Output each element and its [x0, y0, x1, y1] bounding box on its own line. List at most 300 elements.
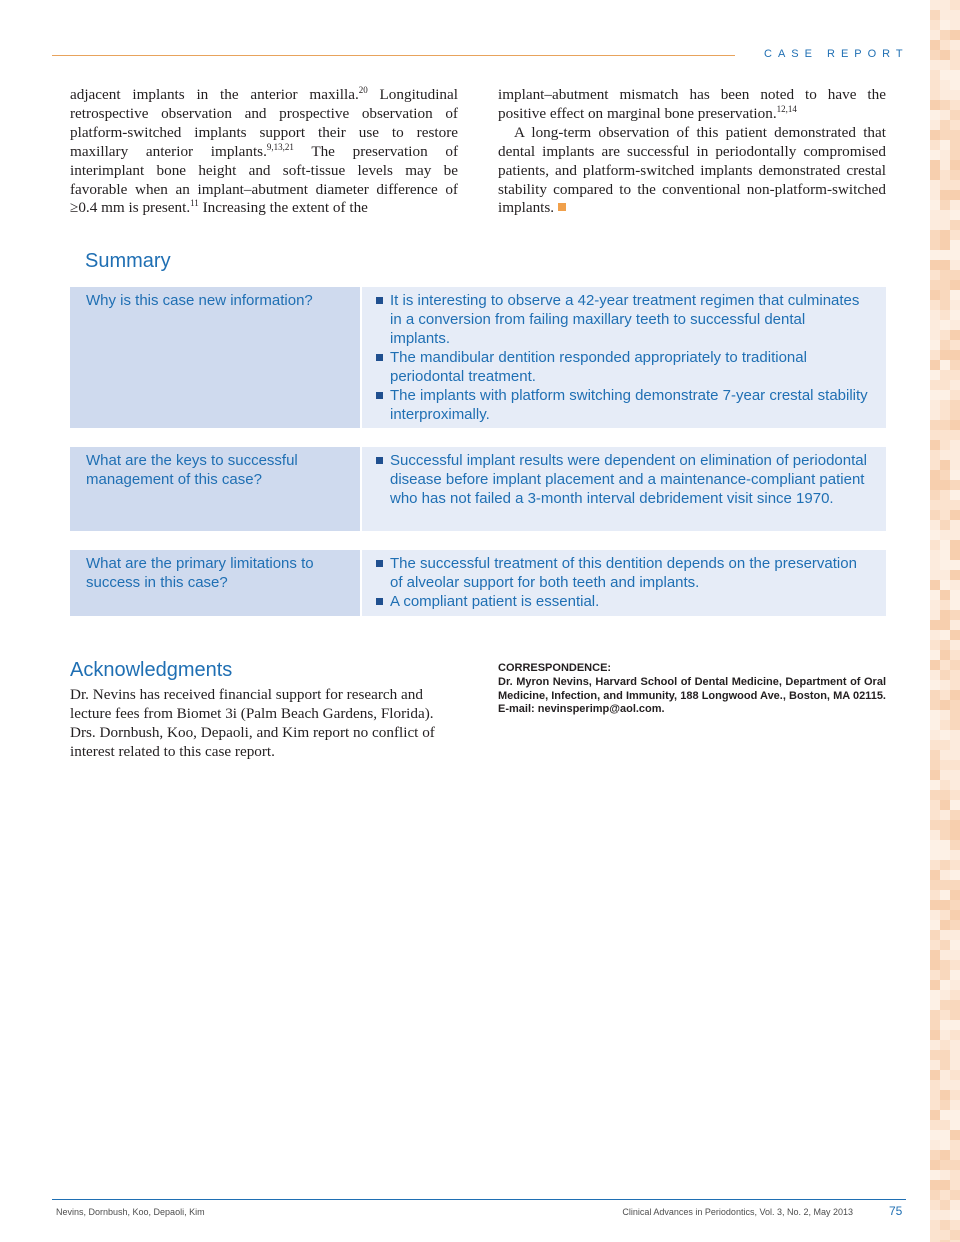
decorative-tile: [940, 670, 950, 680]
page-number: 75: [889, 1204, 903, 1218]
decorative-tile: [930, 140, 940, 150]
decorative-tile: [940, 590, 950, 600]
decorative-tile: [950, 230, 960, 240]
decorative-tile: [940, 760, 950, 770]
decorative-tile: [930, 630, 940, 640]
citation: 12,14: [776, 103, 797, 114]
summary-answer-item: The mandibular dentition responded appropriately to traditional periodontal treatment.: [376, 348, 868, 386]
decorative-tile: [950, 710, 960, 720]
decorative-tile: [940, 410, 950, 420]
decorative-tile: [950, 40, 960, 50]
decorative-tile: [950, 200, 960, 210]
decorative-tile: [940, 1120, 950, 1130]
decorative-tile: [930, 330, 940, 340]
decorative-tile: [950, 1210, 960, 1220]
decorative-tile: [950, 1160, 960, 1170]
decorative-tile: [930, 350, 940, 360]
decorative-tile: [950, 90, 960, 100]
decorative-tile: [930, 430, 940, 440]
decorative-tile: [930, 530, 940, 540]
decorative-tile: [940, 310, 950, 320]
summary-answer-item: The successful treatment of this dentition depends on the preservation of alveolar support for both teeth and implants.: [376, 554, 868, 592]
decorative-tile: [950, 690, 960, 700]
summary-answer-item: It is interesting to observe a 42-year treatment regimen that culminates in a conversion from failing maxillary teeth to successful dental implants.: [376, 291, 868, 348]
decorative-tile: [950, 830, 960, 840]
decorative-tile: [950, 910, 960, 920]
decorative-tile: [930, 970, 940, 980]
decorative-tile: [930, 1200, 940, 1210]
decorative-tile: [950, 240, 960, 250]
decorative-tile: [930, 1210, 940, 1220]
decorative-tile: [930, 270, 940, 280]
decorative-tile: [950, 680, 960, 690]
body-column-right: [498, 86, 886, 218]
decorative-tile: [940, 1020, 950, 1030]
summary-answer-cell: [362, 447, 886, 531]
decorative-tile: [950, 780, 960, 790]
decorative-tile: [930, 570, 940, 580]
decorative-tile: [950, 30, 960, 40]
decorative-tile: [930, 90, 940, 100]
decorative-tile: [950, 50, 960, 60]
decorative-tile: [930, 1020, 940, 1030]
decorative-tile: [940, 970, 950, 980]
summary-question-cell: [70, 287, 360, 428]
decorative-tile: [940, 610, 950, 620]
decorative-tile: [950, 950, 960, 960]
decorative-tile: [950, 100, 960, 110]
decorative-tile: [950, 520, 960, 530]
decorative-tile: [940, 550, 950, 560]
decorative-tile: [930, 1220, 940, 1230]
decorative-tile: [950, 980, 960, 990]
decorative-tile: [940, 810, 950, 820]
decorative-tile: [930, 1170, 940, 1180]
decorative-tile: [940, 960, 950, 970]
decorative-tile: [950, 1030, 960, 1040]
decorative-tile: [940, 380, 950, 390]
decorative-tile: [950, 190, 960, 200]
acknowledgments-heading: Acknowledgments: [70, 659, 233, 681]
decorative-tile: [930, 50, 940, 60]
decorative-tile: [940, 130, 950, 140]
decorative-tile: [950, 800, 960, 810]
decorative-tile: [930, 780, 940, 790]
footer-authors: Nevins, Dornbush, Koo, Depaoli, Kim: [56, 1207, 205, 1217]
decorative-tile: [950, 210, 960, 220]
decorative-tile: [940, 680, 950, 690]
decorative-tile: [940, 150, 950, 160]
decorative-tile: [950, 1200, 960, 1210]
footer-journal: Clinical Advances in Periodontics, Vol. 3, No. 2, May 2013: [622, 1207, 853, 1217]
decorative-tile: [930, 510, 940, 520]
decorative-tile: [930, 150, 940, 160]
decorative-tile-strip: [930, 0, 960, 1242]
decorative-tile: [940, 450, 950, 460]
decorative-tile: [950, 870, 960, 880]
decorative-tile: [930, 930, 940, 940]
summary-row: [70, 287, 886, 428]
decorative-tile: [950, 670, 960, 680]
decorative-tile: [930, 580, 940, 590]
decorative-tile: [950, 530, 960, 540]
decorative-tile: [950, 360, 960, 370]
decorative-tile: [940, 20, 950, 30]
decorative-tile: [950, 810, 960, 820]
decorative-tile: [940, 1090, 950, 1100]
decorative-tile: [930, 720, 940, 730]
decorative-tile: [930, 740, 940, 750]
decorative-tile: [940, 600, 950, 610]
decorative-tile: [950, 730, 960, 740]
decorative-tile: [950, 540, 960, 550]
decorative-tile: [940, 280, 950, 290]
summary-answer-list: [376, 291, 868, 424]
decorative-tile: [930, 240, 940, 250]
decorative-tile: [950, 1190, 960, 1200]
decorative-tile: [940, 500, 950, 510]
decorative-tile: [930, 610, 940, 620]
decorative-tile: [930, 450, 940, 460]
summary-row: [70, 447, 886, 531]
acknowledgments-text: Dr. Nevins has received financial support for research and lecture fees from Biomet 3i (Palm Beach Gardens, Florida). Drs. Dornbush, Koo, Depaoli, and Kim report no conflict of interest related to this case report.: [70, 686, 435, 760]
decorative-tile: [950, 850, 960, 860]
decorative-tile: [950, 990, 960, 1000]
decorative-tile: [930, 370, 940, 380]
decorative-tile: [930, 390, 940, 400]
decorative-tile: [930, 30, 940, 40]
decorative-tile: [940, 80, 950, 90]
decorative-tile: [930, 760, 940, 770]
decorative-tile: [950, 60, 960, 70]
decorative-tile: [950, 820, 960, 830]
decorative-tile: [930, 1050, 940, 1060]
decorative-tile: [950, 840, 960, 850]
decorative-tile: [940, 1060, 950, 1070]
decorative-tile: [950, 610, 960, 620]
decorative-tile: [940, 1080, 950, 1090]
decorative-tile: [930, 860, 940, 870]
decorative-tile: [950, 330, 960, 340]
decorative-tile: [930, 1180, 940, 1190]
decorative-tile: [950, 580, 960, 590]
decorative-tile: [930, 1150, 940, 1160]
decorative-tile: [930, 490, 940, 500]
decorative-tile: [930, 60, 940, 70]
decorative-tile: [940, 830, 950, 840]
decorative-tile: [930, 500, 940, 510]
decorative-tile: [940, 690, 950, 700]
decorative-tile: [940, 650, 950, 660]
decorative-tile: [940, 730, 950, 740]
decorative-tile: [940, 1050, 950, 1060]
decorative-tile: [940, 300, 950, 310]
decorative-tile: [940, 1140, 950, 1150]
decorative-tile: [940, 1000, 950, 1010]
decorative-tile: [930, 380, 940, 390]
decorative-tile: [950, 720, 960, 730]
decorative-tile: [950, 900, 960, 910]
decorative-tile: [930, 1000, 940, 1010]
decorative-tile: [950, 560, 960, 570]
decorative-tile: [930, 310, 940, 320]
decorative-tile: [950, 340, 960, 350]
decorative-tile: [930, 190, 940, 200]
decorative-tile: [940, 980, 950, 990]
decorative-tile: [950, 410, 960, 420]
decorative-tile: [940, 1220, 950, 1230]
decorative-tile: [940, 180, 950, 190]
decorative-tile: [940, 1040, 950, 1050]
decorative-tile: [940, 60, 950, 70]
citation: 11: [190, 198, 199, 209]
decorative-tile: [940, 790, 950, 800]
decorative-tile: [930, 730, 940, 740]
footer-rule: [52, 1199, 906, 1200]
decorative-tile: [940, 50, 950, 60]
decorative-tile: [940, 360, 950, 370]
decorative-tile: [930, 440, 940, 450]
body-column-left: [70, 86, 458, 218]
decorative-tile: [940, 870, 950, 880]
decorative-tile: [950, 860, 960, 870]
decorative-tile: [930, 1070, 940, 1080]
decorative-tile: [950, 1020, 960, 1030]
decorative-tile: [940, 70, 950, 80]
decorative-tile: [950, 550, 960, 560]
decorative-tile: [950, 1150, 960, 1160]
decorative-tile: [930, 260, 940, 270]
decorative-tile: [950, 250, 960, 260]
decorative-tile: [950, 290, 960, 300]
decorative-tile: [950, 260, 960, 270]
decorative-tile: [940, 860, 950, 870]
decorative-tile: [930, 770, 940, 780]
decorative-tile: [940, 0, 950, 10]
decorative-tile: [930, 590, 940, 600]
decorative-tile: [940, 330, 950, 340]
decorative-tile: [940, 520, 950, 530]
body-paragraph: adjacent implants in the anterior maxilla.$^{20}$ Longitudinal retrospective observation and prospective observation of platform-switched implants support their use to restore maxillary anterior implants.$^{9,13,21}$ The preservation of interimplant bone height and soft-tissue levels may be favorable when an implant–abutment diameter difference of ≥0.4 mm is present.$^{11}$ Increasing the extent of the: [70, 85, 459, 217]
header-rule: [52, 55, 735, 56]
summary-answer-item: A compliant patient is essential.: [376, 592, 868, 611]
decorative-tile: [940, 260, 950, 270]
decorative-tile: [930, 1010, 940, 1020]
decorative-tile: [930, 410, 940, 420]
decorative-tile: [940, 890, 950, 900]
body-paragraph: A long-term observation of this patient demonstrated that dental implants are successful in periodontally compromised patients, and platform-switched implants demonstrated crestal stability compared to the conventional non-platform-switched implants.: [498, 123, 886, 217]
summary-question: Why is this case new information?: [86, 292, 313, 309]
decorative-tile: [930, 1110, 940, 1120]
decorative-tile: [950, 590, 960, 600]
decorative-tile: [930, 820, 940, 830]
decorative-tile: [940, 620, 950, 630]
decorative-tile: [940, 120, 950, 130]
decorative-tile: [930, 890, 940, 900]
decorative-tile: [950, 920, 960, 930]
decorative-tile: [930, 480, 940, 490]
decorative-tile: [940, 1070, 950, 1080]
body-paragraph: implant–abutment mismatch has been noted to have the positive effect on marginal bone preservation.$^{12,14}$: [498, 86, 886, 122]
decorative-tile: [940, 1110, 950, 1120]
decorative-tile: [940, 510, 950, 520]
decorative-tile: [950, 1070, 960, 1080]
decorative-tile: [940, 820, 950, 830]
decorative-tile: [930, 940, 940, 950]
decorative-tile: [950, 1090, 960, 1100]
decorative-tile: [930, 1080, 940, 1090]
correspondence-label: CORRESPONDENCE:: [498, 662, 612, 674]
decorative-tile: [940, 1180, 950, 1190]
decorative-tile: [950, 510, 960, 520]
summary-heading: Summary: [85, 250, 171, 272]
decorative-tile: [940, 990, 950, 1000]
decorative-tile: [930, 80, 940, 90]
decorative-tile: [930, 130, 940, 140]
decorative-tile: [940, 420, 950, 430]
decorative-tile: [940, 850, 950, 860]
decorative-tile: [930, 160, 940, 170]
decorative-tile: [950, 150, 960, 160]
citation: 9,13,21: [266, 141, 294, 152]
correspondence-text: Dr. Myron Nevins, Harvard School of Dental Medicine, Department of Oral Medicine, Infection, and Immunity, 188 Longwood Ave., Boston, MA 02115. E-mail: nevinsperimp@aol.com.: [498, 676, 886, 716]
decorative-tile: [930, 1160, 940, 1170]
decorative-tile: [930, 910, 940, 920]
decorative-tile: [950, 440, 960, 450]
decorative-tile: [930, 320, 940, 330]
decorative-tile: [940, 950, 950, 960]
decorative-tile: [950, 460, 960, 470]
decorative-tile: [930, 600, 940, 610]
decorative-tile: [950, 130, 960, 140]
decorative-tile: [950, 880, 960, 890]
decorative-tile: [930, 560, 940, 570]
decorative-tile: [930, 20, 940, 30]
decorative-tile: [950, 750, 960, 760]
decorative-tile: [940, 1230, 950, 1240]
decorative-tile: [930, 100, 940, 110]
decorative-tile: [950, 620, 960, 630]
decorative-tile: [940, 700, 950, 710]
decorative-tile: [940, 1100, 950, 1110]
decorative-tile: [950, 1220, 960, 1230]
decorative-tile: [950, 110, 960, 120]
decorative-tile: [940, 910, 950, 920]
decorative-tile: [950, 1000, 960, 1010]
decorative-tile: [940, 240, 950, 250]
decorative-tile: [950, 1180, 960, 1190]
decorative-tile: [950, 470, 960, 480]
decorative-tile: [930, 460, 940, 470]
decorative-tile: [940, 350, 950, 360]
decorative-tile: [950, 490, 960, 500]
decorative-tile: [930, 1190, 940, 1200]
decorative-tile: [930, 950, 940, 960]
decorative-tile: [950, 0, 960, 10]
decorative-tile: [940, 190, 950, 200]
summary-answer-list: [376, 451, 868, 508]
decorative-tile: [940, 530, 950, 540]
decorative-tile: [930, 280, 940, 290]
decorative-tile: [940, 750, 950, 760]
decorative-tile: [950, 1050, 960, 1060]
decorative-tile: [930, 550, 940, 560]
summary-answer-item: The implants with platform switching demonstrate 7-year crestal stability interproximally.: [376, 386, 868, 424]
decorative-tile: [940, 370, 950, 380]
summary-answer-cell: [362, 550, 886, 616]
decorative-tile: [940, 340, 950, 350]
decorative-tile: [930, 470, 940, 480]
end-of-article-mark: [558, 203, 566, 211]
decorative-tile: [930, 660, 940, 670]
decorative-tile: [930, 920, 940, 930]
decorative-tile: [950, 120, 960, 130]
decorative-tile: [930, 1140, 940, 1150]
summary-answer-list: [376, 554, 868, 611]
decorative-tile: [950, 500, 960, 510]
decorative-tile: [940, 920, 950, 930]
decorative-tile: [950, 660, 960, 670]
decorative-tile: [930, 230, 940, 240]
section-label: CASE REPORT: [764, 48, 909, 60]
decorative-tile: [930, 120, 940, 130]
decorative-tile: [930, 670, 940, 680]
decorative-tile: [940, 40, 950, 50]
decorative-tile: [950, 650, 960, 660]
decorative-tile: [930, 290, 940, 300]
decorative-tile: [950, 170, 960, 180]
decorative-tile: [950, 20, 960, 30]
decorative-tile: [950, 890, 960, 900]
decorative-tile: [950, 740, 960, 750]
decorative-tile: [940, 780, 950, 790]
decorative-tile: [950, 220, 960, 230]
decorative-tile: [940, 480, 950, 490]
decorative-tile: [940, 110, 950, 120]
decorative-tile: [950, 570, 960, 580]
summary-question: What are the primary limitations to success in this case?: [86, 555, 314, 591]
decorative-tile: [940, 1130, 950, 1140]
decorative-tile: [930, 170, 940, 180]
decorative-tile: [930, 1100, 940, 1110]
decorative-tile: [930, 1060, 940, 1070]
decorative-tile: [950, 630, 960, 640]
citation: 20: [358, 85, 368, 95]
decorative-tile: [950, 790, 960, 800]
decorative-tile: [930, 1230, 940, 1240]
decorative-tile: [930, 180, 940, 190]
decorative-tile: [930, 750, 940, 760]
decorative-tile: [950, 1170, 960, 1180]
decorative-tile: [950, 1130, 960, 1140]
decorative-tile: [940, 430, 950, 440]
decorative-tile: [930, 620, 940, 630]
decorative-tile: [940, 740, 950, 750]
decorative-tile: [930, 420, 940, 430]
decorative-tile: [940, 660, 950, 670]
decorative-tile: [940, 140, 950, 150]
decorative-tile: [950, 270, 960, 280]
decorative-tile: [940, 840, 950, 850]
decorative-tile: [950, 640, 960, 650]
decorative-tile: [950, 970, 960, 980]
decorative-tile: [930, 640, 940, 650]
decorative-tile: [950, 430, 960, 440]
decorative-tile: [940, 170, 950, 180]
decorative-tile: [930, 1090, 940, 1100]
decorative-tile: [940, 230, 950, 240]
decorative-tile: [940, 290, 950, 300]
